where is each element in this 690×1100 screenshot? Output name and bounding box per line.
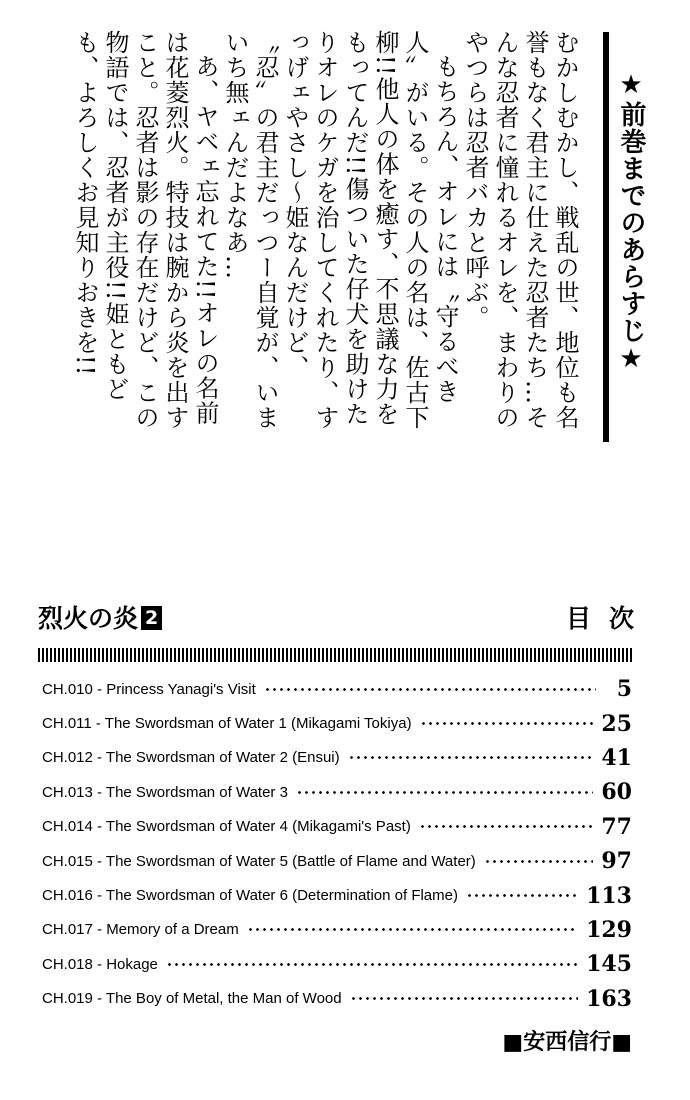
toc-entry-page: 60 — [601, 779, 632, 806]
toc-entry-page: 25 — [601, 710, 632, 737]
author-name: ■安西信行■ — [502, 1030, 632, 1055]
toc-entry-label: CH.019 - The Boy of Metal, the Man of Wood — [42, 990, 342, 1008]
toc-list — [42, 672, 632, 1016]
dot-leader — [296, 791, 593, 794]
toc-entry-label: CH.017 - Memory of a Dream — [42, 921, 239, 939]
dot-leader — [484, 860, 594, 863]
volume-number: 2 — [141, 606, 162, 630]
synopsis-heading: ★前巻までのあらすじ★ — [616, 70, 646, 375]
toc-entry-page: 97 — [601, 848, 632, 875]
toc-entry[interactable] — [42, 810, 632, 844]
toc-header — [38, 602, 652, 638]
toc-entry[interactable] — [42, 913, 632, 947]
dot-leader — [420, 722, 594, 725]
toc-entry-page: 163 — [586, 985, 632, 1012]
toc-entry-label: CH.016 - The Swordsman of Water 6 (Determination of Flame) — [42, 887, 458, 905]
series-title-block — [38, 602, 162, 636]
toc-entry-page: 77 — [601, 813, 632, 840]
toc-entry-page: 5 — [616, 676, 632, 703]
synopsis-section — [55, 30, 646, 450]
dot-leader — [247, 928, 578, 931]
synopsis-paragraph-1: むかしむかし、戦乱の世、地位も名誉もなく君主に仕えた忍者たち…そんな忍者に憧れるオレを、まわりのやつらは忍者バカと呼ぶ。 — [461, 30, 579, 430]
synopsis-paragraph-3: あ、ヤベェ忘れてた!!オレの名前は花菱烈火。特技は腕から炎を出すこと。忍者は影の存在だけど、この物語では、忍者が主役!!姫ともども、よろしくお見知りおきを!! — [71, 30, 219, 430]
toc-entry-page: 129 — [586, 916, 632, 943]
toc-entry-label: CH.018 - Hokage — [42, 955, 158, 973]
toc-entry-label: CH.015 - The Swordsman of Water 5 (Battle of Flame and Water) — [42, 852, 476, 870]
dot-leader — [419, 825, 594, 828]
contents-label: 目次 — [565, 604, 652, 633]
toc-entry[interactable] — [42, 947, 632, 981]
synopsis-body — [55, 30, 580, 430]
toc-entry-label: CH.011 - The Swordsman of Water 1 (Mikagami Tokiya) — [42, 715, 412, 733]
toc-entry-page: 113 — [586, 882, 632, 909]
toc-entry-label: CH.013 - The Swordsman of Water 3 — [42, 783, 288, 801]
dot-leader — [350, 997, 578, 1000]
heading-rule — [603, 32, 609, 442]
toc-entry-page: 41 — [601, 744, 632, 771]
dot-leader — [264, 688, 596, 691]
toc-entry-page: 145 — [586, 951, 632, 978]
series-title: 烈火の炎 — [38, 604, 139, 633]
toc-entry[interactable] — [42, 672, 632, 706]
hatched-divider — [38, 648, 634, 662]
toc-entry[interactable] — [42, 878, 632, 912]
dot-leader — [166, 963, 578, 966]
synopsis-paragraph-2: もちろん、オレには〝守るべき人〟がいる。その人の名は、佐古下柳!!他人の体を癒す、不思議な力をもってんだ!!傷ついた仔犬を助けたりオレのケガを治してくれたり、すっげェやさし〜姫なんだけど、〝忍〟の君主だっつー自覚が、いまいち無ェんだよなあ… — [221, 30, 459, 430]
toc-entry-label: CH.012 - The Swordsman of Water 2 (Ensui) — [42, 749, 340, 767]
toc-entry[interactable] — [42, 982, 632, 1016]
toc-entry[interactable] — [42, 741, 632, 775]
toc-entry-label: CH.014 - The Swordsman of Water 4 (Mikagami's Past) — [42, 818, 411, 836]
toc-entry[interactable] — [42, 844, 632, 878]
toc-entry-label: CH.010 - Princess Yanagi's Visit — [42, 680, 256, 698]
dot-leader — [466, 894, 578, 897]
toc-entry[interactable] — [42, 706, 632, 740]
toc-entry[interactable] — [42, 775, 632, 809]
dot-leader — [348, 756, 594, 759]
